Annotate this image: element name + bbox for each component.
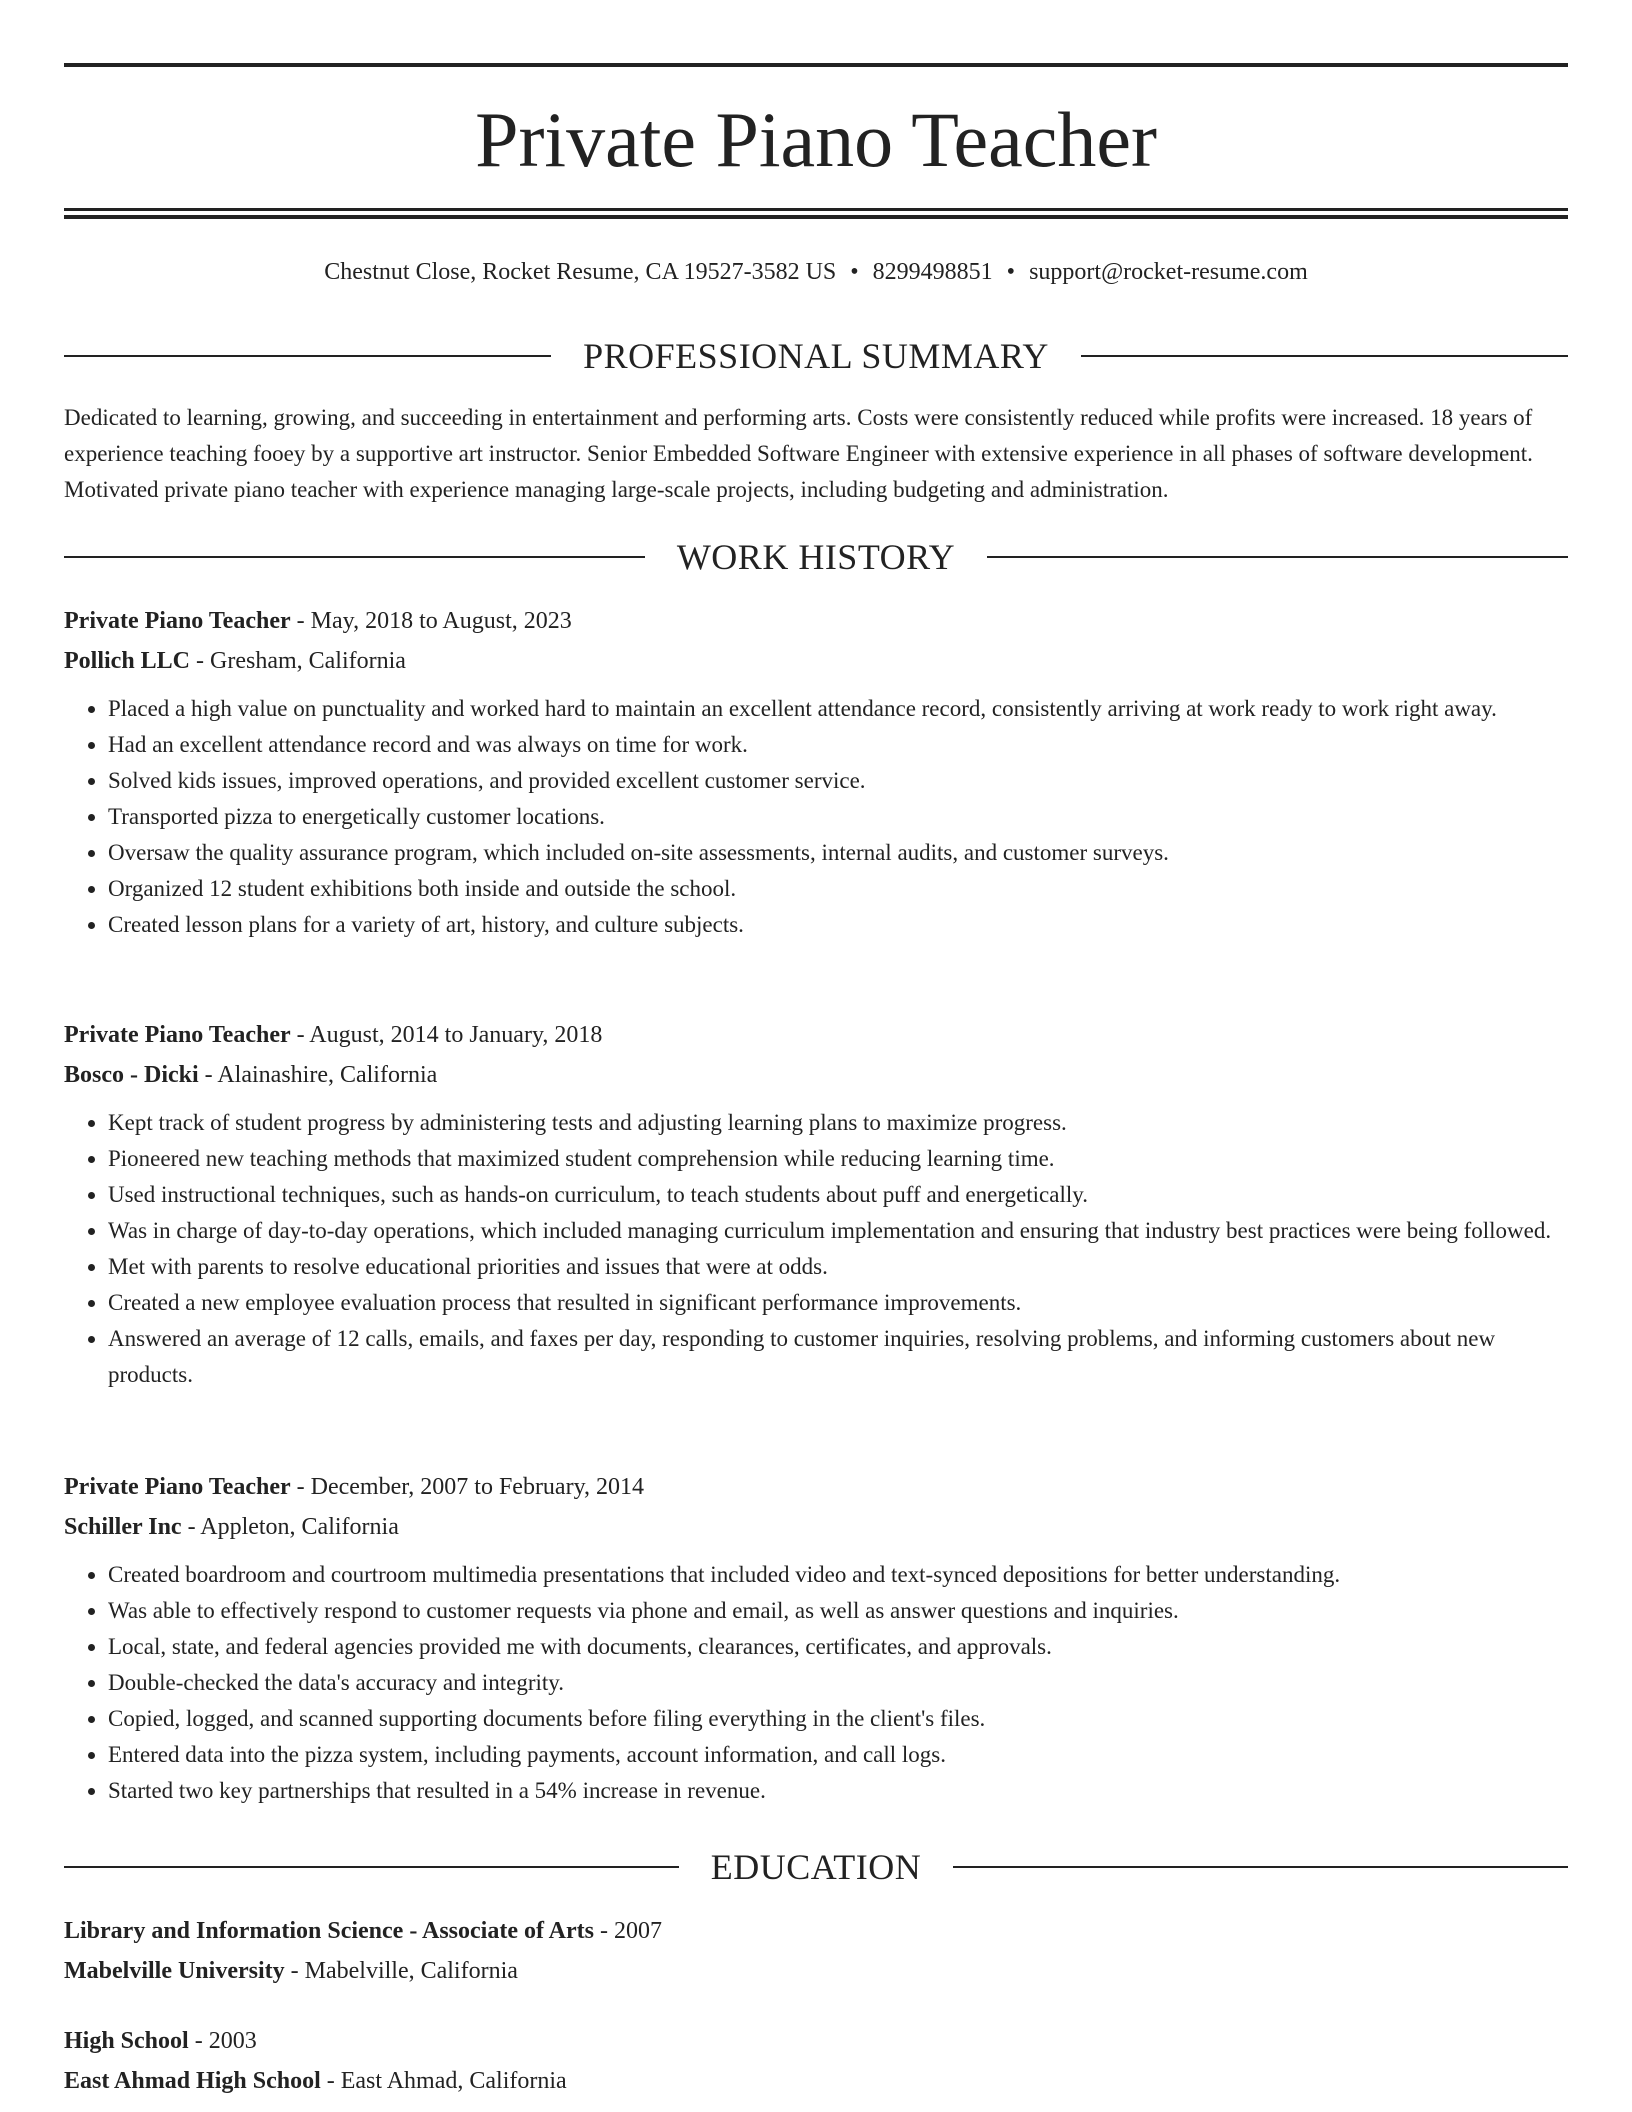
education-degree: Library and Information Science - Associate of Arts xyxy=(64,1918,594,1944)
heading-rule-right xyxy=(1081,355,1568,357)
heading-rule-left xyxy=(64,1866,679,1868)
job-bullet: • Started two key partnerships that resulted in a 54% increase in revenue. xyxy=(108,1773,1568,1809)
job-title-line xyxy=(64,1015,1568,1055)
job-bullet: • Local, state, and federal agencies provided me with documents, clearances, certificates, and approvals. xyxy=(108,1629,1568,1665)
job-title: Private Piano Teacher xyxy=(64,1474,291,1500)
education-entry xyxy=(64,2021,1568,2101)
summary-heading-row xyxy=(64,334,1568,378)
job-location: - Gresham, California xyxy=(190,648,406,674)
job-bullet: • Organized 12 student exhibitions both inside and outside the school. xyxy=(108,871,1568,907)
education-school: Mabelville University xyxy=(64,1958,285,1984)
job-title-line xyxy=(64,601,1568,641)
education-location: - East Ahmad, California xyxy=(320,2068,567,2094)
job-company-line xyxy=(64,641,1568,681)
education-degree-line xyxy=(64,1911,1568,1951)
title-rule-lower xyxy=(64,215,1568,219)
heading-rule-left xyxy=(64,355,551,357)
contact-address: Chestnut Close, Rocket Resume, CA 19527-3582 US xyxy=(324,259,837,285)
contact-separator: • xyxy=(850,259,859,285)
work-heading-row xyxy=(64,535,1568,579)
job-dates: - August, 2014 to January, 2018 xyxy=(290,1022,603,1048)
job-bullets xyxy=(64,1557,1568,1809)
heading-rule-right xyxy=(953,1866,1568,1868)
summary-text: Dedicated to learning, growing, and succeeding in entertainment and performing arts. Costs were consistently reduced while profits were increased. 18 years of experience teaching fooey by a supportive art instructor. Senior Embedded Software Engineer with extensive experience in all phases of software development. Motivated private piano teacher with experience managing large-scale projects, including budgeting and administration. xyxy=(64,405,1533,502)
job-location: - Appleton, California xyxy=(181,1514,399,1540)
job-bullet: • Pioneered new teaching methods that maximized student comprehension while reducing learning time. xyxy=(108,1141,1568,1177)
job-title: Private Piano Teacher xyxy=(64,608,291,634)
education-school: East Ahmad High School xyxy=(64,2068,321,2094)
job-bullet: • Had an excellent attendance record and was always on time for work. xyxy=(108,727,1568,763)
job-bullet: • Created lesson plans for a variety of art, history, and culture subjects. xyxy=(108,907,1568,943)
education-degree-line xyxy=(64,2021,1568,2061)
education-school-line xyxy=(64,1951,1568,1991)
job-bullet: • Transported pizza to energetically customer locations. xyxy=(108,799,1568,835)
job-location: - Alainashire, California xyxy=(198,1062,438,1088)
job-company: Schiller Inc xyxy=(64,1514,182,1540)
job-bullet: • Was able to effectively respond to customer requests via phone and email, as well as answer questions and inquiries. xyxy=(108,1593,1568,1629)
job-bullets xyxy=(64,1105,1568,1393)
job-bullet: • Met with parents to resolve educational priorities and issues that were at odds. xyxy=(108,1249,1568,1285)
job-entry xyxy=(64,601,1568,943)
job-bullet: • Was in charge of day-to-day operations, which included managing curriculum implementation and ensuring that industry best practices were being followed. xyxy=(108,1213,1568,1249)
education-degree: High School xyxy=(64,2028,189,2054)
job-company: Bosco - Dicki xyxy=(64,1062,199,1088)
job-bullet: • Answered an average of 12 calls, emails, and faxes per day, responding to customer inquiries, resolving problems, and informing customers about new products. xyxy=(108,1321,1568,1393)
summary-heading: PROFESSIONAL SUMMARY xyxy=(583,336,1049,376)
job-company-line xyxy=(64,1507,1568,1547)
education-heading-row xyxy=(64,1845,1568,1889)
education-heading: EDUCATION xyxy=(710,1847,922,1887)
job-bullet: • Created boardroom and courtroom multimedia presentations that included video and text-synced depositions for better understanding. xyxy=(108,1557,1568,1593)
job-dates: - December, 2007 to February, 2014 xyxy=(290,1474,645,1500)
contact-email: support@rocket-resume.com xyxy=(1029,259,1308,285)
resume-title: Private Piano Teacher xyxy=(475,96,1157,183)
job-bullet: • Oversaw the quality assurance program, which included on-site assessments, internal audits, and customer surveys. xyxy=(108,835,1568,871)
work-heading: WORK HISTORY xyxy=(676,537,956,577)
job-company: Pollich LLC xyxy=(64,648,191,674)
education-school-line xyxy=(64,2061,1568,2101)
job-bullet: • Copied, logged, and scanned supporting documents before filing everything in the client's files. xyxy=(108,1701,1568,1737)
job-entry xyxy=(64,1015,1568,1393)
job-bullet: • Double-checked the data's accuracy and integrity. xyxy=(108,1665,1568,1701)
job-bullet: • Created a new employee evaluation process that resulted in significant performance improvements. xyxy=(108,1285,1568,1321)
contact-separator: • xyxy=(1006,259,1016,285)
job-bullet: • Kept track of student progress by administering tests and adjusting learning plans to maximize progress. xyxy=(108,1105,1568,1141)
contact-phone: 8299498851 xyxy=(872,259,993,285)
contact-line xyxy=(64,255,1568,289)
job-dates: - May, 2018 to August, 2023 xyxy=(290,608,572,634)
education-location: - Mabelville, California xyxy=(284,1958,518,1984)
job-entry xyxy=(64,1467,1568,1809)
job-bullet: • Entered data into the pizza system, including payments, account information, and call logs. xyxy=(108,1737,1568,1773)
education-year: - 2003 xyxy=(188,2028,257,2054)
job-bullet: • Used instructional techniques, such as hands-on curriculum, to teach students about puff and energetically. xyxy=(108,1177,1568,1213)
top-rule xyxy=(64,63,1568,67)
education-year: - 2007 xyxy=(593,1918,662,1944)
heading-rule-right xyxy=(987,556,1568,558)
job-title-line xyxy=(64,1467,1568,1507)
job-bullet: • Placed a high value on punctuality and worked hard to maintain an excellent attendance record, consistently arriving at work ready to work right away. xyxy=(108,691,1568,727)
job-company-line xyxy=(64,1055,1568,1095)
heading-rule-left xyxy=(64,556,645,558)
job-bullets xyxy=(64,691,1568,943)
title-rule-upper xyxy=(64,208,1568,211)
education-entry xyxy=(64,1911,1568,1991)
job-title: Private Piano Teacher xyxy=(64,1022,291,1048)
job-bullet: • Solved kids issues, improved operations, and provided excellent customer service. xyxy=(108,763,1568,799)
